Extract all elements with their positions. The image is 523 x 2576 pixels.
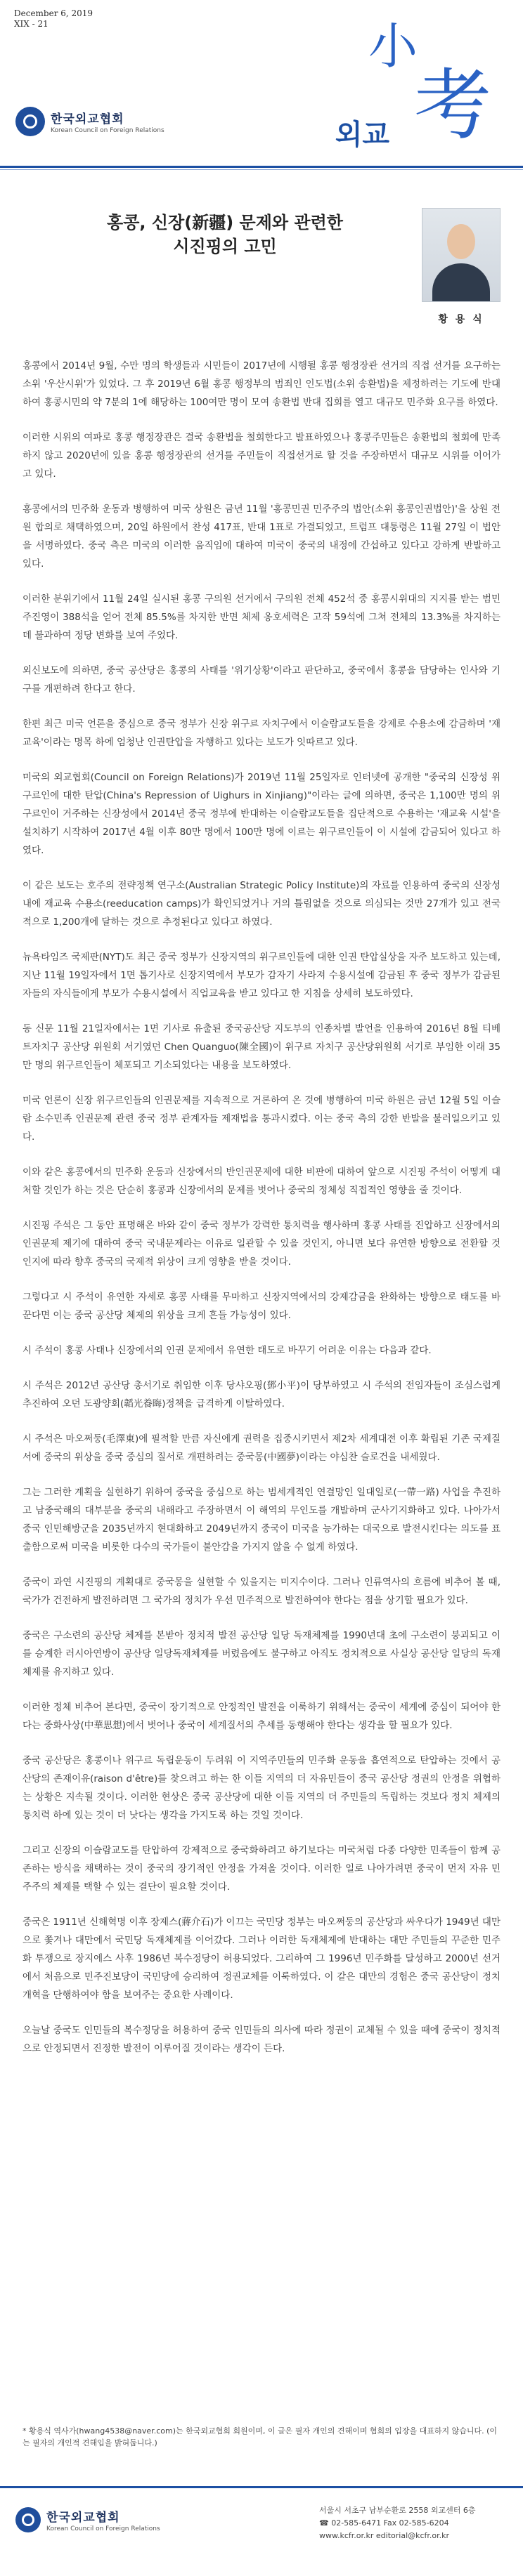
- issue-date: December 6, 2019: [14, 8, 93, 18]
- header-divider-thin: [0, 169, 523, 170]
- paragraph: 한편 최근 미국 언론을 중심으로 중국 정부가 신장 위구르 자치구에서 이슬람교도들을 강제로 수용소에 감금하며 '재교육'이라는 명목 하에 엄청난 인권탄압을 자행하고 있다는 보도가 잇따르고 있다.: [22, 718, 501, 748]
- issue-date-block: [14, 8, 93, 29]
- paragraph: 시진핑 주석은 그 동안 표명해온 바와 같이 중국 정부가 강력한 통치력을 행사하며 홍콩 사태를 진압하고 신장에서의 인권문제 제기에 대하여 중국 국내문제라는 이유로 일관할 수 있을 것인지, 아니면 보다 유연한 방향으로 전환할 것인지에 따라 향후 중국의 국제적 위상이 크게 영향을 받을 것이다.: [22, 1220, 501, 1268]
- footer-address: 서울시 서초구 남부순환로 2558 외교센터 6층: [319, 2506, 476, 2515]
- paragraph: 이러한 분위기에서 11월 24일 실시된 홍콩 구의원 선거에서 구의원 전체 452석 중 홍콩시위대의 지지를 받는 범민주진영이 388석을 얻어 전체 85.5%를 차지한 반면 체제 옹호세력은 고작 59석에 그쳐 전체의 13.3%를 차지하는데 불과하여 정당 변화를 보여 주었다.: [22, 593, 501, 641]
- header-divider: [0, 166, 523, 168]
- paragraph: 그렇다고 시 주석이 유연한 자세로 홍콩 사태를 무마하고 신장지역에서의 강제감금을 완화하는 방향으로 태도를 바꾼다면 이는 중국 공산당 체제의 위상을 크게 흔들 가능성이 있다.: [22, 1292, 501, 1321]
- footer-org-logo: [15, 2507, 160, 2532]
- paragraph: 중국은 구소련의 공산당 체제를 본받아 정치적 발전 공산당 일당 독재체제를 1990년대 초에 구소련이 붕괴되고 이를 승계한 러시아연방이 공산당 일당독재체제를 버렸음에도 불구하고 아직도 정치적으로 사실상 공산당 일당의 독재체제를 유지하고 있다.: [22, 1630, 501, 1678]
- org-name-korean: 한국외교협회: [51, 112, 124, 126]
- footer-emblem-icon: [15, 2507, 41, 2532]
- footer-divider: [0, 2486, 523, 2488]
- org-name-english: Korean Council on Foreign Relations: [51, 127, 164, 134]
- paragraph: 이러한 정체 비추어 본다면, 중국이 장기적으로 안정적인 발전을 이룩하기 위해서는 중국이 세계에 중심이 되어야 한다는 중화사상(中華思想)에서 벗어나 중국이 세계질서의 추세를 동행해야 한다는 생각을 할 필요가 있다.: [22, 1702, 501, 1731]
- org-emblem-icon: [15, 107, 45, 136]
- org-logo: [15, 107, 164, 136]
- paragraph: 홍콩에서의 민주화 운동과 병행하여 미국 상원은 금년 11월 '홍콩민권 민주주의 법안(소위 홍콩인권법안)'을 상원 전원 합의로 채택하였으며, 20일 하원에서 찬성 417표, 반대 1표로 가결되었고, 트럼프 대통령은 11월 27일 이 법안을 서명하였다. 중국 측은 미국의 이러한 움직임에 대하여 미국이 중국의 내정에 간섭하고 있다고 강하게 반발하고 있다.: [22, 504, 501, 570]
- paragraph: 시 주석이 홍콩 사태나 신장에서의 인권 문제에서 유연한 태도로 바꾸기 어려운 이유는 다음과 같다.: [22, 1345, 432, 1356]
- paragraph: 시 주석은 마오쩌둥(毛澤東)에 필적할 만큼 자신에게 권력을 집중시키면서 제2차 세계대전 이후 확립된 기존 국제질서에 중국의 위상을 중국 중심의 질서로 개편하려는 중국몽(中國夢)이라는 야심찬 슬로건을 내세웠다.: [22, 1433, 501, 1463]
- paragraph: 외신보도에 의하면, 중국 공산당은 홍콩의 사태를 '위기상황'이라고 판단하고, 중국에서 홍콩을 담당하는 인사와 기구를 개편하려 한다고 한다.: [22, 665, 501, 695]
- article-body: [22, 357, 501, 2075]
- footer-org-name-korean: 한국외교협회: [46, 2511, 120, 2525]
- author-name: 황 용 식: [438, 314, 484, 325]
- paragraph: 중국이 과연 시진핑의 계획대로 중국몽을 실현할 수 있을지는 미지수이다. 그러나 인류역사의 흐름에 비추어 볼 때, 국가가 건전하게 발전하려면 그 국가의 정치가 우선 민주적으로 발전하여야 한다는 점을 상기할 필요가 있다.: [22, 1577, 501, 1606]
- author-photo: [422, 208, 501, 302]
- paragraph: 오늘날 중국도 인민들의 복수정당을 허용하여 중국 인민들의 의사에 따라 정권이 교체될 수 있을 때에 중국이 정치적으로 안정되면서 진정한 발전이 이루어질 것이라는 생각이 든다.: [22, 2025, 501, 2054]
- paragraph: 뉴욕타임즈 국제판(NYT)도 최근 중국 정부가 신장지역의 위구르인들에 대한 인권 탄압실상을 자주 보도하고 있는데, 지난 11월 19일자에서 1면 톱기사로 신장지역에서 부모가 감자기 사라져 수용시설에 감금된 후 중국 정부가 감금된 자들의 자식들에게 부모가 수용시설에서 직업교육을 받고 있다고 한 지침을 상세히 보도하였다.: [22, 952, 501, 999]
- paragraph: 미국 언론이 신장 위구르인들의 인권문제를 지속적으로 거론하여 온 것에 병행하여 미국 하원은 금년 12월 5일 이슬람 소수민족 인권문제 관련 중국 정부 관계자들 제재법을 통과시켰다. 이는 중국 측의 강한 반발을 불러일으키고 있다.: [22, 1095, 501, 1143]
- article-title-line1: 홍콩, 신장(新疆) 문제와 관련한: [107, 213, 343, 232]
- paragraph: 시 주석은 2012년 공산당 총서기로 취임한 이후 당샤오핑(鄧小平)이 당부하였고 시 주석의 전임자들이 조심스럽게 추진하여 오던 도광양회(韜光養晦)정책을 급격하게 이탈하였다.: [22, 1380, 501, 1409]
- article-title-line2: 시진핑의 고민: [173, 237, 277, 256]
- article-title: [105, 211, 344, 258]
- footer-contact: [319, 2504, 476, 2542]
- paragraph: 이 같은 보도는 호주의 전략정책 연구소(Australian Strategic Policy Institute)의 자료를 인용하여 중국의 신장성 내에 재교육 수용소(reeducation camps)가 확인되었거나 거의 틀림없을 것으로 의심되는 것만 27개가 있고 전국적으로 1,200개에 달하는 것으로 추정된다고 있다고 하였다.: [22, 880, 501, 928]
- page-footer: [0, 2492, 523, 2576]
- paragraph: 중국 공산당은 홍콩이나 위구르 독립운동이 두려워 이 지역주민들의 민주화 운동을 흡연적으로 탄압하는 것에서 공산당의 존재이유(raison d'être)를 찾으려고 하는 한 이들 지역의 더 자유민들이 중국 공산당 정권의 안정을 위협하는 상황은 지속될 것이다. 이러한 현상은 중국 공산당에 대한 이들 지역의 더 주민들의 독립하는 것보다 정치 체제의 통치력 하에 있는 것이 더 낫다는 생각을 가지도록 하는 것일 것이다.: [22, 1755, 501, 1821]
- footer-website: www.kcfr.or.kr editorial@kcfr.or.kr: [319, 2531, 450, 2540]
- paragraph: 그리고 신장의 이슬람교도를 탄압하여 강제적으로 중국화하려고 하기보다는 미국처럼 다종 다양한 민족들이 함께 공존하는 방식을 채택하는 것이 중국의 장기적인 안정을 가져올 것이다. 이러한 일로 나아가려면 중국이 먼저 자유 민주주의 체제를 택할 수 있는 결단이 필요할 것이다.: [22, 1845, 501, 1893]
- paragraph: 미국의 외교협회(Council on Foreign Relations)가 2019년 11월 25일자로 인터넷에 공개한 "중국의 신장성 위구르인에 대한 탄압(China's Repression of Uighurs in Xinjiang)"이라는 글에 의하면, 중국은 1,100만 명의 위구르인이 거주하는 신장성에서 2014년 중국 정부에 반대하는 이슬람교도들을 집단적으로 수용하는 '재교육 시설'을 설치하기 시작하여 2017년 4월 이후 80만 명에서 100만 명에 이르는 위구르인들이 이 시설에 감금되어 있다고 하였다.: [22, 772, 501, 856]
- paragraph: 이러한 시위의 여파로 홍콩 행정장관은 결국 송환법을 철회한다고 발표하였으나 홍콩주민들은 송환법의 철회에 만족하지 않고 2020년에 있을 홍콩 행정장관의 선거를 주민들이 직접선거로 할 것을 주장하면서 대규모 시위를 이어가고 있다.: [22, 432, 501, 480]
- publication-brand: [284, 7, 495, 169]
- issue-number: XIX - 21: [14, 19, 49, 29]
- brand-char-so: 小: [368, 18, 418, 75]
- brand-char-go: 考: [414, 60, 491, 150]
- page-header: [0, 0, 523, 176]
- paragraph: 그는 그러한 계획을 실현하기 위하여 중국을 중심으로 하는 범세계적인 연결망인 일대일로(一帶一路) 사업을 추진하고 남중국해의 대부분을 중국의 내해라고 주장하면서 이 해역의 무인도를 개발하며 군사기지화하고 있다. 나아가서 중국 인민해방군을 2035년까지 현대화하고 2049년까지 중국이 미국을 능가하는 대국으로 발전시킨다는 의도를 표출함으로써 미국을 비롯한 다수의 국가들이 불안감을 가지지 않을 수 없게 하였다.: [22, 1487, 501, 1553]
- paragraph: 홍콩에서 2014년 9월, 수만 명의 학생들과 시민들이 2017년에 시행될 홍콩 행정장관 선거의 직접 선거를 요구하는 소위 '우산시위'가 있었다. 그 후 2019년 6월 홍콩 행정부의 범죄인 인도법(소위 송환법)을 제정하려는 기도에 반대하여 홍콩시민의 약 7분의 1에 해당하는 100여만 명이 모여 송환법 반대 집회를 열고 대규모 민주화 요구를 하였다.: [22, 360, 501, 408]
- paragraph: 중국은 1911년 신해혁명 이후 장제스(蔣介石)가 이끄는 국민당 정부는 마오쩌둥의 공산당과 싸우다가 1949년 대만으로 쫓겨나 대만에서 국민당 독재체제를 이어갔다. 그러나 이러한 독재체제에 반대하는 대만 주민들의 꾸준한 민주화 투쟁으로 장지에스 사후 1986년 복수정당이 허용되었다. 그리하여 그 1996년 민주화를 달성하고 2000년 선거에서 처음으로 민주진보당이 국민당에 승리하여 정권교체를 이룩하였다. 이 같은 대만의 경험은 중국 공산당이 정치개혁을 단행하여야 함을 보여주는 중요한 사례이다.: [22, 1917, 501, 2001]
- footer-phone: ☎ 02-585-6471 Fax 02-585-6204: [319, 2518, 449, 2528]
- brand-word-waegyo: 외교: [335, 118, 389, 151]
- author-footnote: * 황용식 역사가(hwang4538@naver.com)는 한국외교협회 회원이며, 이 글은 필자 개인의 견해이며 협회의 입장을 대표하지 않습니다. (이는 필자의 개인적 견해입을 밝혀둡니다.): [22, 2426, 498, 2447]
- footer-org-name-english: Korean Council on Foreign Relations: [46, 2525, 160, 2532]
- paragraph: 이와 같은 홍콩에서의 민주화 운동과 신장에서의 반인권문제에 대한 비판에 대하여 앞으로 시진핑 주석이 어떻게 대처할 것인가 하는 것은 단순히 홍콩과 신장에서의 문제를 벗어나 중국의 정체성 직접적인 영향을 줄 것이다.: [22, 1167, 501, 1196]
- paragraph: 동 신문 11월 21일자에서는 1면 기사로 유출된 중국공산당 지도부의 인종차별 발언을 인용하여 2016년 8월 티베트자치구 공산당 위원회 서기였던 Chen Quanguo(陳全國)이 위구르 자치구 공산당위원회 서기로 부임한 이래 35만 명의 위구르인들이 체포되고 기소되었다는 내용을 보도하였다.: [22, 1023, 501, 1071]
